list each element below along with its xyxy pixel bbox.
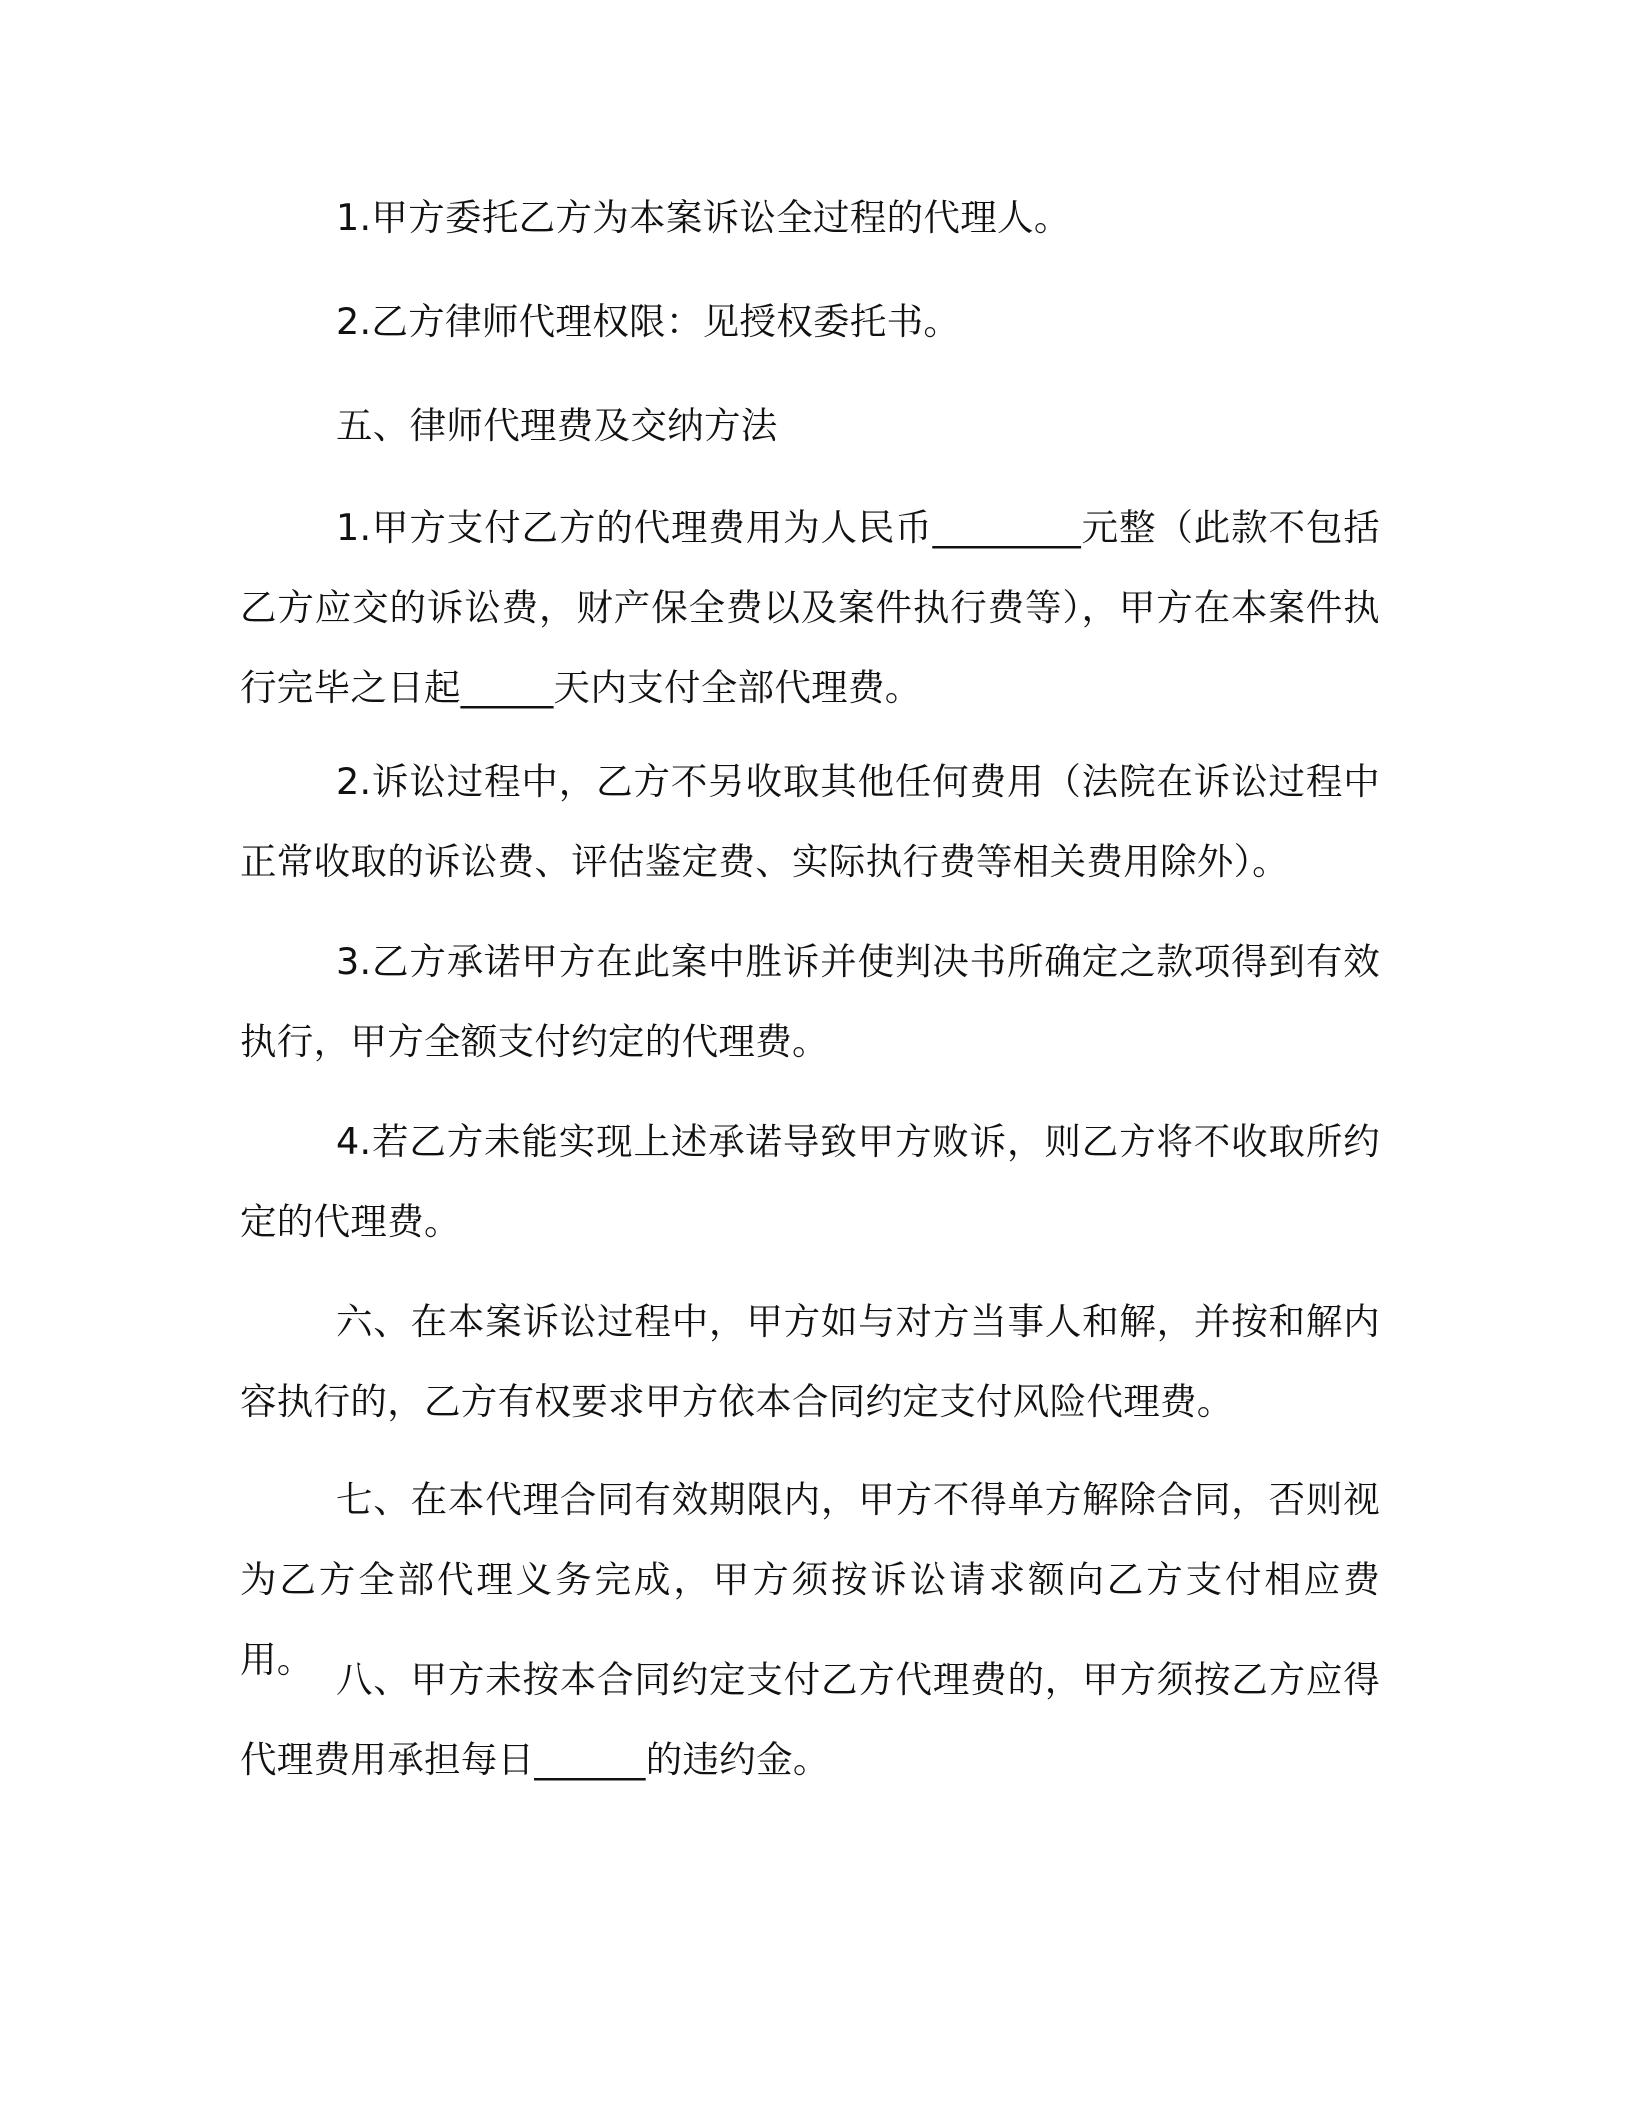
- clause-full-payment: 3.乙方承诺甲方在此案中胜诉并使判决书所确定之款项得到有效执行，甲方全额支付约定的代理费。: [240, 940, 1380, 1063]
- clause-late-payment-penalty: 八、甲方未按本合同约定支付乙方代理费的，甲方须按乙方应得代理费用承担每日______的违约金。: [240, 1658, 1380, 1781]
- clause-no-fee-on-loss: 4.若乙方未能实现上述承诺导致甲方败诉，则乙方将不收取所约定的代理费。: [240, 1120, 1380, 1243]
- clause-no-unilateral-termination: 七、在本代理合同有效期限内，甲方不得单方解除合同，否则视为乙方全部代理义务完成，甲方须按诉讼请求额向乙方支付相应费用。: [240, 1478, 1380, 1681]
- clause-agent-appointment: 1.甲方委托乙方为本案诉讼全过程的代理人。: [336, 196, 1071, 239]
- clause-fee-amount: 1.甲方支付乙方的代理费用为人民币________元整（此款不包括乙方应交的诉讼费，财产保全费以及案件执行费等），甲方在本案件执行完毕之日起_____天内支付全部代理费。: [240, 506, 1380, 709]
- clause-no-extra-fees: 2.诉讼过程中，乙方不另收取其他任何费用（法院在诉讼过程中正常收取的诉讼费、评估鉴定费、实际执行费等相关费用除外）。: [240, 760, 1380, 883]
- section-heading-fees: 五、律师代理费及交纳方法: [336, 404, 778, 447]
- clause-settlement: 六、在本案诉讼过程中，甲方如与对方当事人和解，并按和解内容执行的，乙方有权要求甲方依本合同约定支付风险代理费。: [240, 1300, 1380, 1423]
- clause-agent-authority: 2.乙方律师代理权限：见授权委托书。: [336, 300, 961, 343]
